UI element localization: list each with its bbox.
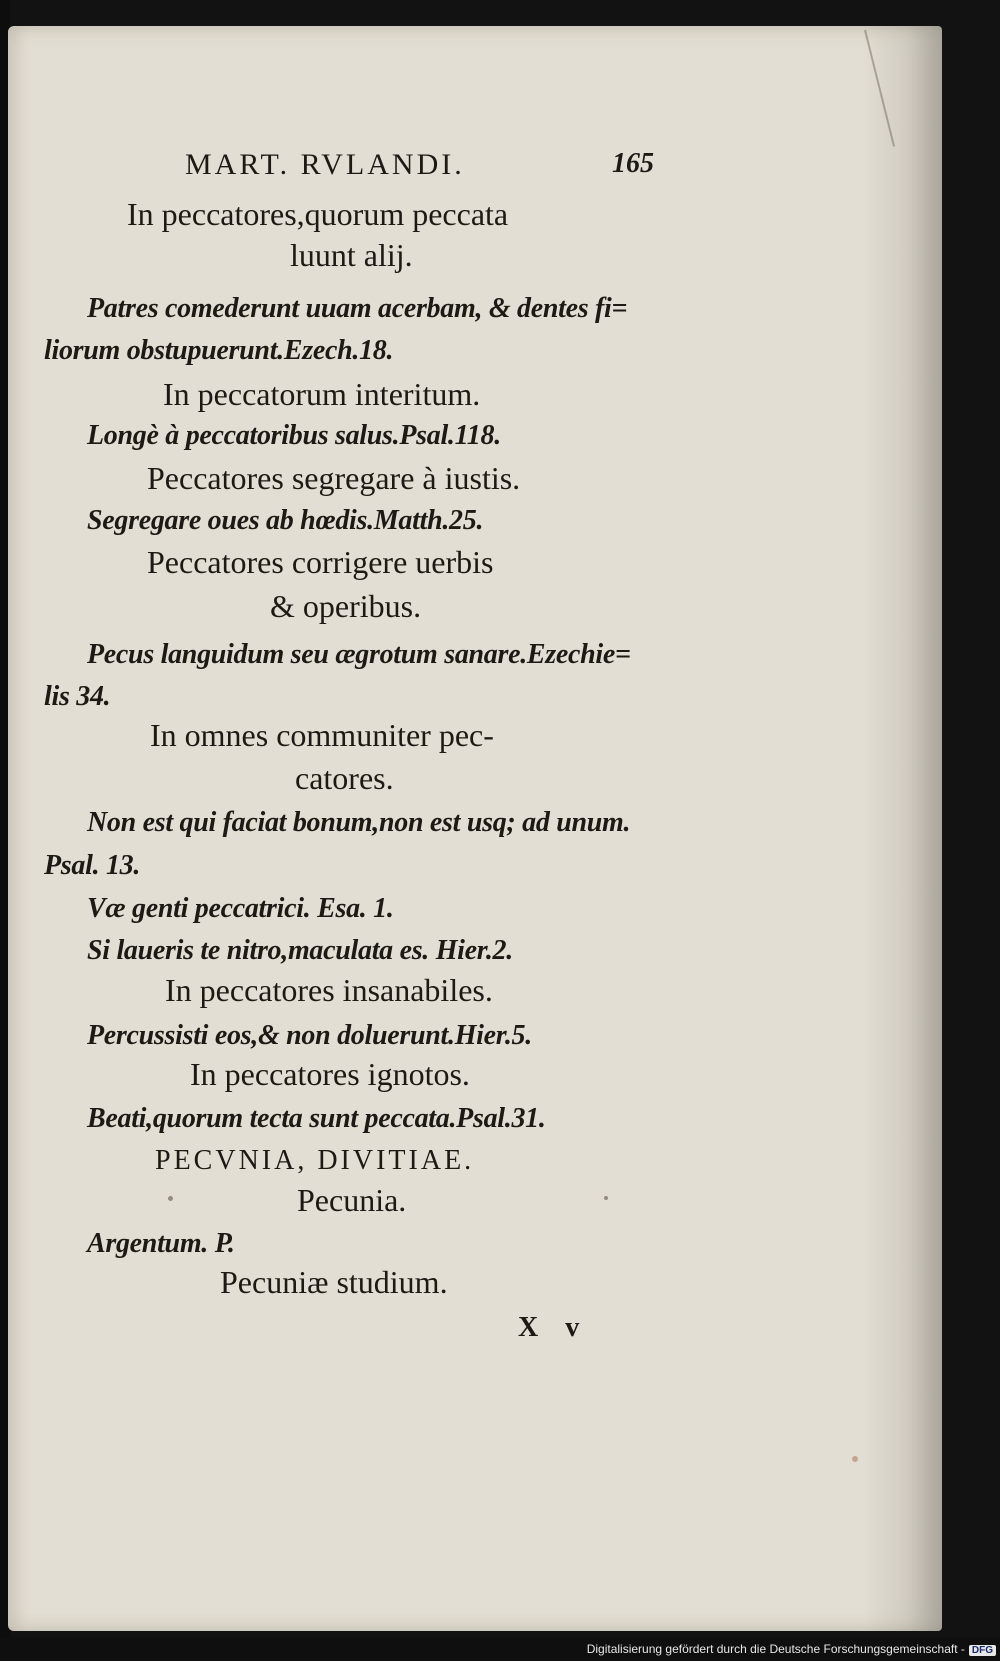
heading-line: luunt alij.	[290, 237, 413, 273]
heading-line: In peccatores,quorum peccata	[127, 196, 509, 232]
quote-line: Psal. 13.	[44, 850, 141, 881]
section-heading: PECVNIA, DIVITIAE.	[155, 1145, 475, 1176]
heading-line: & operibus.	[270, 588, 422, 624]
running-header-title: MART. RVLANDI.	[185, 148, 465, 181]
quote-line: Argentum. P.	[87, 1228, 235, 1259]
heading-line: catores.	[295, 760, 394, 796]
quote-line: Patres comederunt uuam acerbam, & dentes fi=	[87, 293, 628, 324]
digitization-credit	[587, 1642, 996, 1656]
heading-line: In peccatorum interitum.	[163, 376, 481, 412]
quote-line: Segregare oues ab hœdis.Matth.25.	[87, 505, 484, 536]
quote-line: lis 34.	[44, 681, 111, 712]
quote-line: Beati,quorum tecta sunt peccata.Psal.31.	[87, 1103, 546, 1134]
page-fold-shadow	[862, 26, 942, 1631]
quote-line: Non est qui faciat bonum,non est usq; ad unum.	[87, 807, 631, 838]
heading-line: Peccatores segregare à iustis.	[147, 460, 521, 496]
credit-text: Digitalisierung gefördert durch die Deutsche Forschungsgemeinschaft -	[586, 1642, 965, 1656]
ink-speck	[852, 1456, 858, 1462]
heading-line: Pecuniæ studium.	[220, 1264, 448, 1300]
quote-line: Longè à peccatoribus salus.Psal.118.	[87, 420, 501, 451]
quote-line: liorum obstupuerunt.Ezech.18.	[44, 335, 394, 366]
quote-line: Si laueris te nitro,maculata es. Hier.2.	[87, 935, 513, 966]
quote-line: Percussisti eos,& non doluerunt.Hier.5.	[87, 1020, 532, 1051]
ink-speck	[604, 1196, 608, 1200]
signature-mark: X v	[518, 1312, 590, 1343]
heading-line: In peccatores insanabiles.	[165, 972, 493, 1008]
heading-line: Pecunia.	[297, 1182, 407, 1218]
dfg-logo: DFG	[969, 1645, 996, 1656]
page-number: 165	[612, 148, 654, 179]
heading-line: Peccatores corrigere uerbis	[147, 544, 494, 580]
heading-line: In omnes communiter pec-	[150, 717, 494, 753]
heading-line: In peccatores ignotos.	[190, 1056, 470, 1092]
ink-speck	[168, 1196, 173, 1201]
quote-line: Pecus languidum seu ægrotum sanare.Ezechie=	[87, 639, 631, 670]
quote-line: Væ genti peccatrici. Esa. 1.	[87, 893, 394, 924]
